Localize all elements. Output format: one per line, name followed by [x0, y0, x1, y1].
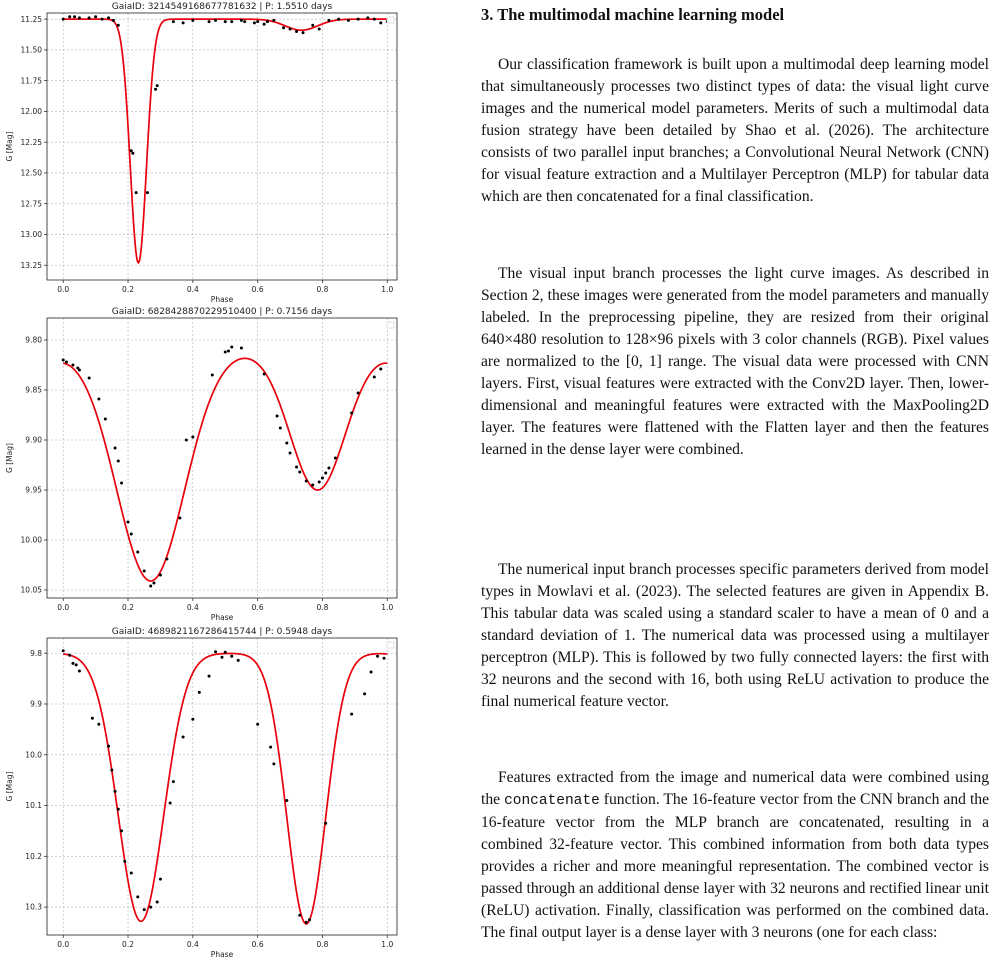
data-point [373, 376, 376, 379]
data-point [152, 582, 155, 585]
y-axis-label: G [Mag] [5, 771, 14, 802]
light-curve-plot-2 [0, 305, 410, 625]
data-point [311, 24, 314, 27]
data-point [97, 398, 100, 401]
data-point [256, 723, 259, 726]
data-point [379, 368, 382, 371]
data-point [318, 27, 321, 30]
data-point [302, 31, 305, 34]
data-point [130, 149, 133, 152]
data-point [107, 745, 110, 748]
data-point [149, 906, 152, 909]
data-point [327, 19, 330, 22]
data-point [94, 15, 97, 18]
x-tick-label: 0.6 [251, 603, 264, 612]
data-point [169, 802, 172, 805]
section-heading: 3. The multimodal machine learning model [481, 5, 785, 24]
plot-area [47, 13, 397, 280]
data-point [112, 19, 115, 22]
x-tick-label: 0.4 [186, 285, 199, 294]
x-tick-label: 0.2 [122, 285, 134, 294]
data-point [130, 872, 133, 875]
y-tick-label: 10.3 [25, 902, 42, 912]
legend-box [387, 642, 394, 648]
data-point [156, 901, 159, 904]
data-point [127, 521, 130, 524]
data-point [321, 477, 324, 480]
data-point [104, 418, 107, 421]
y-tick-label: 10.2 [25, 851, 42, 861]
data-point [120, 482, 123, 485]
data-point [143, 908, 146, 911]
x-tick-label: 0.2 [122, 940, 134, 949]
data-point [191, 436, 194, 439]
data-point [327, 467, 330, 470]
paragraph-4 [481, 767, 989, 944]
y-tick-label: 10.05 [20, 585, 42, 595]
data-point [214, 650, 217, 653]
x-tick-label: 0.4 [186, 940, 199, 949]
x-tick-label: 1.0 [381, 285, 394, 294]
data-point [114, 447, 117, 450]
data-point [224, 351, 227, 354]
y-axis-label: G [Mag] [5, 443, 14, 473]
legend-box [387, 322, 394, 328]
y-axis-label: G [Mag] [5, 131, 14, 162]
data-point [324, 822, 327, 825]
data-point [373, 18, 376, 21]
data-point [149, 585, 152, 588]
data-point [62, 649, 65, 652]
legend-box [387, 17, 394, 23]
y-tick-label: 9.90 [25, 435, 42, 445]
light-curve-plot-1 [0, 0, 410, 305]
data-point [159, 878, 162, 881]
data-point [298, 914, 301, 917]
data-point [78, 369, 81, 372]
data-point [243, 20, 246, 23]
data-point [178, 517, 181, 520]
data-point [78, 670, 81, 673]
data-point [172, 780, 175, 783]
y-tick-label: 12.25 [20, 137, 42, 147]
data-point [182, 21, 185, 24]
data-point [211, 374, 214, 377]
plot-title: GaiaID: 3214549168677781632 | P: 1.5510 days [111, 2, 333, 12]
paragraph-2: The visual input branch processes the light curve images. As described in Section 2, these images were generated from the model parameters and manually labeled. In the preprocessing pipeline, they are resized from their original 640×480 resolution to 128×96 pixels with 3 color channels (RGB). Pixel values are normalized to the [0, 1] range. The visual data were processed with CNN layers. First, visual features were extracted with the Conv2D layer. Then, lower-dimensional and meaningful features were extracted with the MaxPooling2D layer. The features were flattened with the Flatten layer and then the features learned in the dense layer were combined. [481, 265, 989, 458]
data-point [285, 442, 288, 445]
y-tick-label: 12.50 [20, 168, 42, 178]
data-point [120, 829, 123, 832]
y-tick-label: 9.8 [30, 648, 42, 658]
paragraph-4-text-b: function. The 16-feature vector from the CNN branch and the 16-feature vector from the MLP branch are concatenated, resulting in a combined 32-feature vector. This combined information from both data types provides a richer and more meaningful representation. The combined vector is passed through an additional dense layer with 32 neurons and rectified linear unit (ReLU) activation. Finally, classification was performed on the combined data. The final output layer is a dense layer with 3 neurons (one for each class: [481, 791, 989, 941]
data-point [154, 88, 157, 91]
data-point [305, 921, 308, 924]
y-tick-label: 9.9 [30, 699, 42, 709]
data-point [279, 427, 282, 430]
data-point [159, 574, 162, 577]
data-point [227, 350, 230, 353]
data-point [282, 26, 285, 29]
data-point [350, 713, 353, 716]
data-point [208, 675, 211, 678]
data-point [130, 533, 133, 536]
data-point [230, 20, 233, 23]
x-tick-label: 0.8 [316, 285, 329, 294]
data-point [71, 662, 74, 665]
y-tick-label: 10.1 [25, 801, 42, 811]
data-point [266, 20, 269, 23]
data-point [240, 347, 243, 350]
data-point [376, 655, 379, 658]
data-point [117, 24, 120, 27]
data-point [71, 364, 74, 367]
data-point [191, 19, 194, 22]
data-point [214, 19, 217, 22]
data-point [185, 439, 188, 442]
data-point [135, 191, 138, 194]
data-point [324, 472, 327, 475]
data-point [305, 480, 308, 483]
y-tick-label: 11.75 [20, 76, 42, 86]
data-point [337, 18, 340, 21]
data-point [237, 659, 240, 662]
data-point [101, 18, 104, 21]
data-point [311, 484, 314, 487]
data-point [65, 361, 68, 364]
x-axis-label: Phase [210, 613, 234, 622]
data-point [272, 19, 275, 22]
y-tick-label: 12.75 [20, 199, 42, 209]
data-point [263, 373, 266, 376]
x-tick-label: 0.6 [251, 940, 264, 949]
x-tick-label: 0.0 [57, 603, 70, 612]
data-point [272, 762, 275, 765]
data-point [334, 457, 337, 460]
plot-area [47, 638, 397, 935]
data-point [198, 691, 201, 694]
plot-title: GaiaID: 4689821167286415744 | P: 0.5948 days [111, 627, 333, 637]
data-point [68, 654, 71, 657]
paragraph-4-text-a: Features extracted from the image and numerical data were combined using the [481, 769, 989, 808]
y-tick-label: 10.00 [20, 535, 42, 545]
data-point [143, 570, 146, 573]
y-tick-label: 12.00 [20, 107, 42, 117]
data-point [347, 19, 350, 22]
data-point [276, 415, 279, 418]
inline-code-concatenate: concatenate [504, 793, 600, 809]
data-point [295, 466, 298, 469]
data-point [62, 359, 65, 362]
x-tick-label: 0.8 [316, 940, 329, 949]
x-tick-label: 1.0 [381, 603, 394, 612]
data-point [165, 558, 168, 561]
data-point [114, 790, 117, 793]
data-point [123, 860, 126, 863]
data-point [289, 452, 292, 455]
data-point [363, 692, 366, 695]
y-tick-label: 11.50 [20, 45, 42, 55]
data-point [88, 16, 91, 19]
data-point [75, 663, 78, 666]
data-point [366, 16, 369, 19]
x-tick-label: 0.6 [251, 285, 264, 294]
data-point [357, 392, 360, 395]
x-axis-label: Phase [210, 295, 234, 304]
data-point [117, 808, 120, 811]
data-point [383, 657, 386, 660]
x-tick-label: 1.0 [381, 940, 394, 949]
data-point [88, 377, 91, 380]
data-point [224, 20, 227, 23]
data-point [191, 718, 194, 721]
data-point [221, 656, 224, 659]
light-curve-plot-3 [0, 625, 410, 960]
x-tick-label: 0.0 [57, 940, 70, 949]
data-point [136, 551, 139, 554]
data-point [146, 191, 149, 194]
y-tick-label: 9.80 [25, 335, 42, 345]
data-point [62, 18, 65, 21]
data-point [298, 471, 301, 474]
data-point [357, 18, 360, 21]
data-point [208, 20, 211, 23]
paragraph-1: Our classification framework is built upon a multimodal deep learning model that simultaneously processes two distinct types of data: the visual light curve images and the numerical model parameters. Merits of such a multimodal data fusion strategy have been detailed by Shao et al. (2026). The architecture consists of two parallel input branches; a Convolutional Neural Network (CNN) for visual feature extraction and a Multilayer Perceptron (MLP) for tabular data which are then concatenated for a final classification. [481, 56, 989, 205]
data-point [117, 460, 120, 463]
data-point [295, 30, 298, 33]
x-tick-label: 0.0 [57, 285, 70, 294]
data-point [110, 769, 113, 772]
x-tick-label: 0.8 [316, 603, 329, 612]
data-point [253, 21, 256, 24]
data-point [308, 918, 311, 921]
data-point [78, 16, 81, 19]
data-point [318, 481, 321, 484]
x-tick-label: 0.2 [122, 603, 134, 612]
x-axis-label: Phase [210, 950, 234, 959]
data-point [379, 21, 382, 24]
data-point [269, 746, 272, 749]
data-point [68, 15, 71, 18]
y-tick-label: 9.95 [25, 485, 42, 495]
data-point [370, 671, 373, 674]
plot-title: GaiaID: 6828428870229510400 | P: 0.7156 days [111, 307, 333, 317]
x-tick-label: 0.4 [186, 603, 199, 612]
data-point [224, 651, 227, 654]
data-point [182, 736, 185, 739]
data-point [285, 799, 288, 802]
data-point [263, 23, 266, 26]
data-point [230, 346, 233, 349]
light-curve-figures [0, 0, 410, 962]
y-tick-label: 10.0 [25, 750, 42, 760]
y-tick-label: 13.00 [20, 230, 42, 240]
y-tick-label: 13.25 [20, 260, 42, 270]
data-point [107, 16, 110, 19]
y-tick-label: 11.25 [20, 14, 42, 24]
y-tick-label: 9.85 [25, 385, 42, 395]
data-point [136, 895, 139, 898]
data-point [91, 717, 94, 720]
data-point [172, 20, 175, 23]
paragraph-3: The numerical input branch processes specific parameters derived from model types in Mowlavi et al. (2023). The selected features are given in Appendix B. This tabular data was scaled using a standard scaler to have a mean of 0 and a standard deviation of 1. The numerical data was processed using a multilayer perceptron (MLP). This is followed by two fully connected layers: the first with 32 neurons and the second with 16, both using ReLU activation to produce the final numerical feature vector. [481, 561, 989, 710]
data-point [230, 655, 233, 658]
data-point [131, 152, 134, 155]
data-point [73, 15, 76, 18]
data-point [97, 723, 100, 726]
data-point [240, 19, 243, 22]
data-point [156, 84, 159, 87]
data-point [350, 412, 353, 415]
plot-area [47, 318, 397, 598]
data-point [256, 20, 259, 23]
data-point [289, 27, 292, 30]
